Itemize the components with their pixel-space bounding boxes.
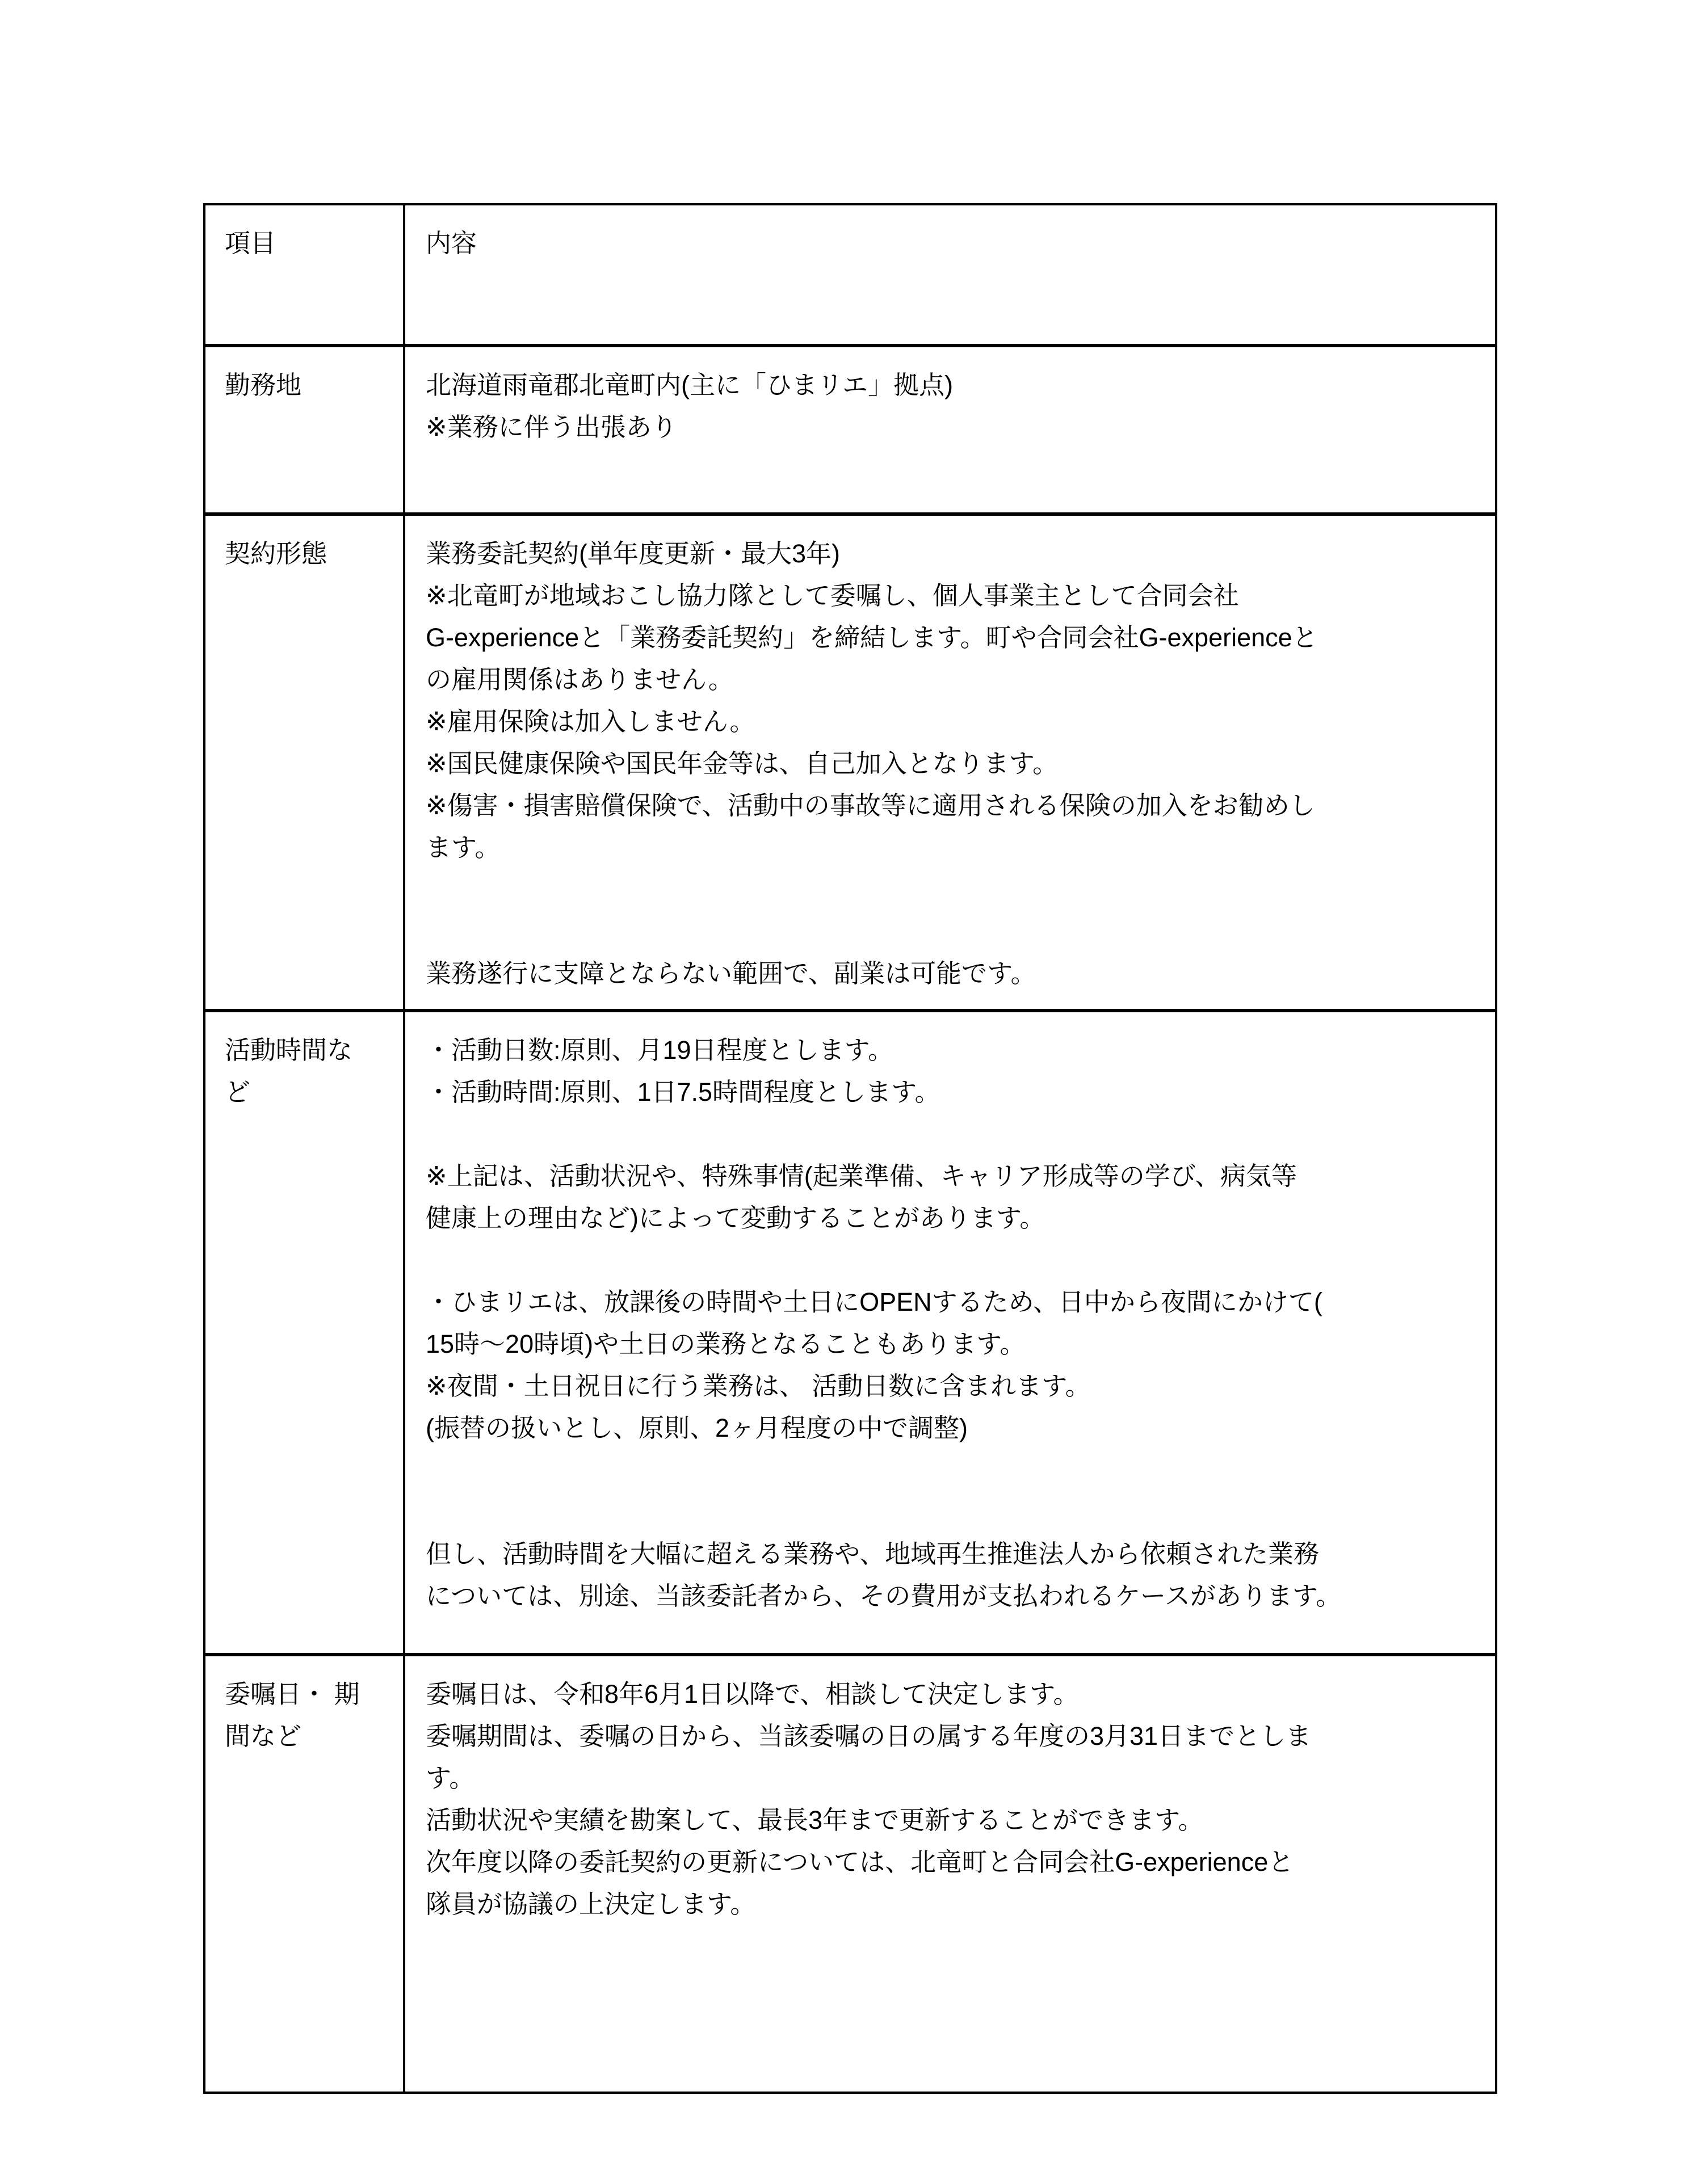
text-line: ・ひまリエは、放課後の時間や土日にOPENするため、日中から夜間にかけて(	[426, 1287, 1322, 1316]
header-cell-item	[205, 205, 405, 344]
text-line: ※雇用保険は加入しません。	[426, 707, 755, 736]
text-line: については、別途、当該委託者から、その費用が支払われるケースがあります。	[426, 1581, 1342, 1610]
text-line: ※北竜町が地域おこし協力隊として委嘱し、個人事業主として合同会社	[426, 581, 1239, 610]
text-line	[426, 1491, 1475, 1533]
row-item-cell	[205, 516, 405, 1009]
text-line	[426, 1239, 1475, 1281]
header-content-label: 内容	[426, 229, 477, 258]
text-line: 委嘱期間は、委嘱の日から、当該委嘱の日の属する年度の3月31日までとしま	[426, 1722, 1312, 1750]
text-line	[426, 869, 1475, 911]
text-line: の雇用関係はありません。	[426, 665, 734, 694]
row-content-cell	[405, 1012, 1495, 1653]
text-line	[426, 911, 1475, 953]
table-row-work-location	[205, 347, 1495, 516]
text-line: (振替の扱いとし、原則、2ヶ月程度の中で調整)	[426, 1413, 968, 1442]
text-line: ・活動時間:原則、1日7.5時間程度とします。	[426, 1078, 940, 1106]
text-line: ※国民健康保険や国民年金等は、自己加入となります。	[426, 749, 1059, 778]
text-line: 次年度以降の委託契約の更新については、北竜町と合同会社G-experienceと	[426, 1848, 1294, 1876]
text-line: 15時〜20時頃)や土日の業務となることもあります。	[426, 1329, 1026, 1358]
text-line: 委嘱日は、令和8年6月1日以降で、相談して決定します。	[426, 1680, 1079, 1709]
text-line: 但し、活動時間を大幅に超える業務や、地域再生推進法人から依頼された業務	[426, 1539, 1320, 1568]
text-line: ど	[225, 1078, 251, 1106]
text-line: ※上記は、活動状況や、特殊事情(起業準備、キャリア形成等の学び、病気等	[426, 1162, 1297, 1190]
text-line: 間など	[225, 1722, 302, 1750]
text-line: ます。	[426, 833, 501, 862]
text-line	[426, 1449, 1475, 1491]
row-content-cell	[405, 347, 1495, 512]
row-content-cell	[405, 516, 1495, 1009]
header-cell-content	[405, 205, 1495, 344]
text-line: 健康上の理由など)によって変動することがあります。	[426, 1203, 1045, 1232]
recruitment-terms-table	[203, 203, 1497, 2094]
text-line: ※傷害・損害賠償保険で、活動中の事故等に適用される保険の加入をお勧めし	[426, 791, 1315, 820]
text-line: す。	[426, 1764, 475, 1792]
text-line: 隊員が協議の上決定します。	[426, 1890, 756, 1918]
text-line: 業務遂行に支障とならない範囲で、副業は可能です。	[426, 959, 1036, 988]
text-line	[426, 1113, 1475, 1155]
text-line: 活動時間な	[225, 1036, 353, 1064]
row-item-cell	[205, 1012, 405, 1653]
table-header-row	[205, 205, 1495, 347]
row-item-cell	[205, 1656, 405, 2092]
text-line: 業務委託契約(単年度更新・最大3年)	[426, 539, 840, 568]
header-item-label: 項目	[225, 229, 276, 258]
table-row-appointment-period	[205, 1656, 1495, 2092]
text-line: 委嘱日・ 期	[225, 1680, 360, 1709]
text-line: G-experienceと「業務委託契約」を締結します。町や合同会社G-experienceと	[426, 623, 1318, 652]
text-line: ・活動日数:原則、月19日程度とします。	[426, 1036, 893, 1064]
text-line: 勤務地	[225, 371, 302, 399]
text-line: ※業務に伴う出張あり	[426, 413, 677, 441]
row-content-cell	[405, 1656, 1495, 2092]
row-item-cell	[205, 347, 405, 512]
text-line: 活動状況や実績を勘案して、最長3年まで更新することができます。	[426, 1806, 1204, 1834]
text-line: ※夜間・土日祝日に行う業務は、 活動日数に含まれます。	[426, 1371, 1091, 1400]
table-row-activity-hours	[205, 1012, 1495, 1656]
text-line: 北海道雨竜郡北竜町内(主に「ひまリエ」拠点)	[426, 371, 954, 399]
table-row-contract-type	[205, 516, 1495, 1012]
text-line: 契約形態	[225, 539, 327, 568]
